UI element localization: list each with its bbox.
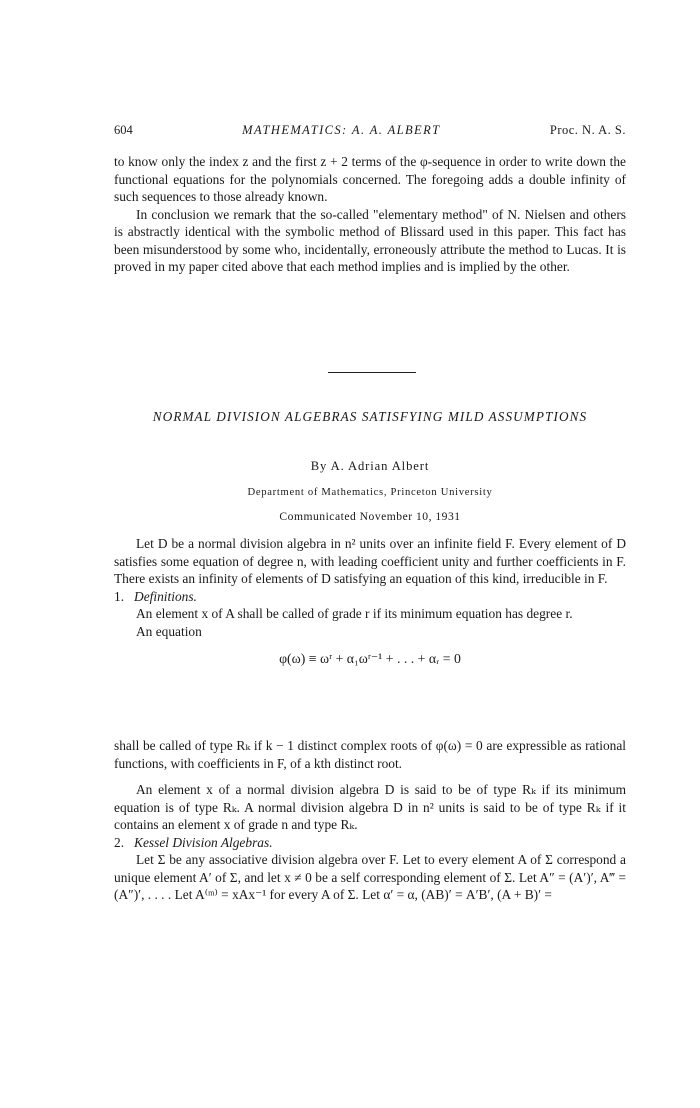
paragraph: An element x of A shall be called of grade r if its minimum equation has degree r. bbox=[136, 606, 573, 621]
author-byline: By A. Adrian Albert bbox=[310, 459, 430, 473]
section-heading bbox=[114, 588, 626, 606]
separator-rule bbox=[328, 372, 416, 373]
author-affiliation: Department of Mathematics, Princeton University bbox=[247, 487, 493, 498]
section-title: Kessel Division Algebras. bbox=[134, 834, 273, 850]
journal-abbreviation: Proc. N. A. S. bbox=[549, 123, 626, 137]
paragraph: Let Σ be any associative division algebra over F. Let to every element A of Σ correspond a unique element A′ of Σ, and let x ≠ 0 be a self corresponding element of Σ. Let A″ = (A′)′, A‴ = (A″)′, . . . . Let A⁽ᵐ⁾ = xAx⁻¹ for every A of Σ. Let α′ = α, (AB)′ = A′B′, (A + B)′ = bbox=[114, 852, 626, 902]
section-title: Definitions. bbox=[134, 588, 197, 604]
paragraph: shall be called of type Rₖ if k − 1 distinct complex roots of φ(ω) = 0 are expressible as rational functions, with coefficients in F, of a kth distinct root. bbox=[114, 738, 626, 771]
paragraph: An equation bbox=[136, 623, 202, 639]
article-body-continued bbox=[114, 737, 626, 904]
paragraph: Let D be a normal division algebra in n² units over an infinite field F. Every element of D satisfies some equation of degree n, with leading coefficient unity and further coefficients in F. There exists an infinity of elements of D satisfying an equation of this kind, irreducible in F. bbox=[114, 536, 626, 586]
section-heading bbox=[114, 834, 626, 852]
article-body-start bbox=[114, 535, 626, 682]
paragraph: In conclusion we remark that the so-called "elementary method" of N. Nielsen and others is abstractly identical with the symbolic method of Blissard used in this paper. This fact has been misunderstood by some who, incidentally, erroneously attribute the method to Lucas. It is proved in my paper cited above that each method implies and is implied by the other. bbox=[114, 206, 626, 274]
communicated-date: Communicated November 10, 1931 bbox=[279, 510, 461, 523]
section-number: 2. bbox=[114, 834, 125, 850]
display-equation: φ(ω) ≡ ωʳ + α₁ωʳ⁻¹ + . . . + αᵣ = 0 bbox=[279, 651, 461, 666]
article-title: NORMAL DIVISION ALGEBRAS SATISFYING MILD ASSUMPTIONS bbox=[152, 409, 588, 424]
paragraph: to know only the index z and the first z + 2 terms of the φ-sequence in order to write down the functional equations for the polynomials concerned. The foregoing adds a double infinity of such sequences to those already known. bbox=[114, 154, 626, 204]
previous-article-ending bbox=[114, 153, 626, 276]
running-title: MATHEMATICS: A. A. ALBERT bbox=[242, 123, 441, 137]
paragraph: An element x of a normal division algebra D is said to be of type Rₖ if its minimum equation is of type Rₖ. A normal division algebra D in n² units is said to be of type Rₖ if it contains an element x of grade n and type Rₖ. bbox=[114, 782, 626, 832]
page-number: 604 bbox=[114, 123, 133, 137]
running-head bbox=[114, 123, 626, 138]
section-number: 1. bbox=[114, 588, 125, 604]
